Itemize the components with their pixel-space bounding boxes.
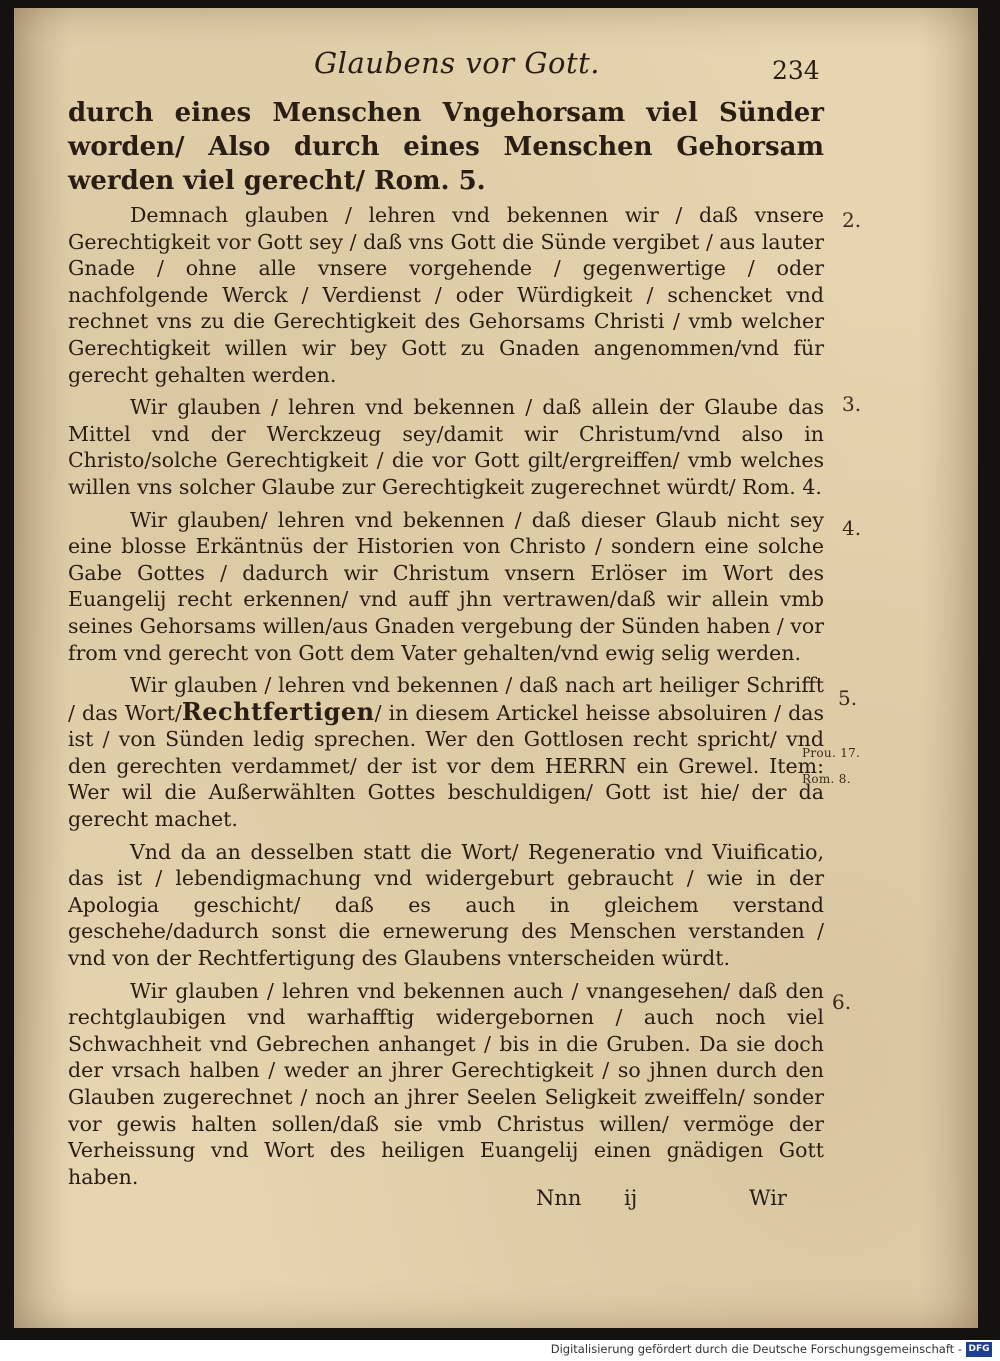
paragraph-5 [68, 672, 824, 833]
continuation-text: durch eines Menschen Vngehorsam viel Sünder worden/ Also durch eines Menschen Gehorsam werden viel gerecht/ Rom. 5. [68, 98, 824, 196]
paragraph-regeneratio: Vnd da an desselben statt die Wort/ Regeneratio vnd Viuificatio, das ist / lebendigmachung vnd widergeburt gebraucht / wie in der Apologia geschicht/ daß es auch in gleichem verstand geschehe/dadurch sonst die ernewerung des Menschen verstanden / vnd von der Rechtfertigung des Glaubens vnterscheiden würdt. [68, 839, 824, 971]
margin-number-6: 6. [832, 990, 852, 1014]
catchword: Wir [749, 1186, 787, 1210]
book-page [14, 8, 978, 1328]
margin-number-2: 2. [842, 208, 862, 232]
emphasis-rechtfertigen: Rechtfertigen [181, 696, 375, 726]
paragraph-5-text-before: Wir glauben / lehren vnd bekennen / daß nach art heiliger Schrifft / das Wort/ [68, 673, 824, 725]
margin-number-3: 3. [842, 392, 862, 416]
paragraph-2: Demnach glauben / lehren vnd bekennen wir / daß vnsere Gerechtigkeit vor Gott sey / daß vns Gott die Sünde vergibet / aus lauter Gnade / ohne alle vnsere vorgehende / gegenwertige / oder nachfolgende Werck / Verdienst / oder Würdigkeit / schencket vnd rechnet vns zu die Gerechtigkeit des Gehorsams Christi / vmb welcher Gerechtigkeit willen wir bey Gott zu Gnaden angenommen/vnd für gerecht gehalten werden. [68, 203, 824, 387]
page-number: 234 [772, 56, 820, 85]
margin-reference-proverbs: Prou. 17. [802, 746, 861, 760]
paragraph-3: Wir glauben / lehren vnd bekennen / daß allein der Glaube das Mittel vnd der Werckzeug sey/damit wir Christum/vnd also in Christo/solche Gerechtigkeit / die vor Gott gilt/ergreiffen/ vmb welches willen vns solcher Glaube zur Gerechtigkeit zugerechnet würdt/ Rom. 4. [68, 395, 824, 499]
footer-credit: Digitalisierung gefördert durch die Deutsche Forschungsgemeinschaft - [550, 1342, 962, 1356]
body-text [68, 96, 824, 1190]
paragraph-5-text-after: / in diesem Artickel heisse absoluiren / das ist / von Sünden ledig sprechen. Wer den Gottlosen recht spricht/ vnd den gerechten verdammet/ der ist vor dem HERRN ein Grewel. Item: Wer wil die Außerwählten Gottes beschuldigen/ Gott ist hie/ der da gerecht machet. [68, 700, 824, 832]
paragraph-4: Wir glauben/ lehren vnd bekennen / daß dieser Glaub nicht sey eine blosse Erkäntnüs der Historien von Christo / sondern eine solche Gabe Gottes / dadurch wir Christum vnsern Erlöser im Wort des Euangelij recht erkennen/ vnd auff jhn vertrawen/daß wir allein vmb seines Gehorsams willen/aus Gnaden vergebung der Sünden haben / vor from vnd gerecht von Gott dem Vater gehalten/vnd ewig selig werden. [68, 507, 824, 665]
signature-mark: Nnn [536, 1186, 582, 1210]
paragraph-6: Wir glauben / lehren vnd bekennen auch / vnangesehen/ daß den rechtglaubigen vnd warhafftig widergebornen / auch noch viel Schwachheit vnd Gebrechen anhanget / bis in die Gruben. Da sie doch der vrsach halben / weder an jhrer Gerechtigkeit / so jhnen durch den Glauben zugerechnet / noch an jhrer Seelen Seligkeit zweiffeln/ sonder vor gewis halten sollen/daß sie vmb Christus willen/ vermöge der Verheissung vnd Wort des heiligen Euangelij einen gnädigen Gott haben. [68, 978, 824, 1189]
signature-number: ij [624, 1186, 638, 1210]
margin-number-4: 4. [842, 516, 862, 540]
dfg-logo-icon: DFG [966, 1342, 992, 1357]
margin-number-5: 5. [838, 686, 858, 710]
footer-bar [0, 1340, 1000, 1361]
running-head: Glaubens vor Gott. [314, 46, 600, 80]
margin-reference-romans: Rom. 8. [802, 772, 851, 786]
